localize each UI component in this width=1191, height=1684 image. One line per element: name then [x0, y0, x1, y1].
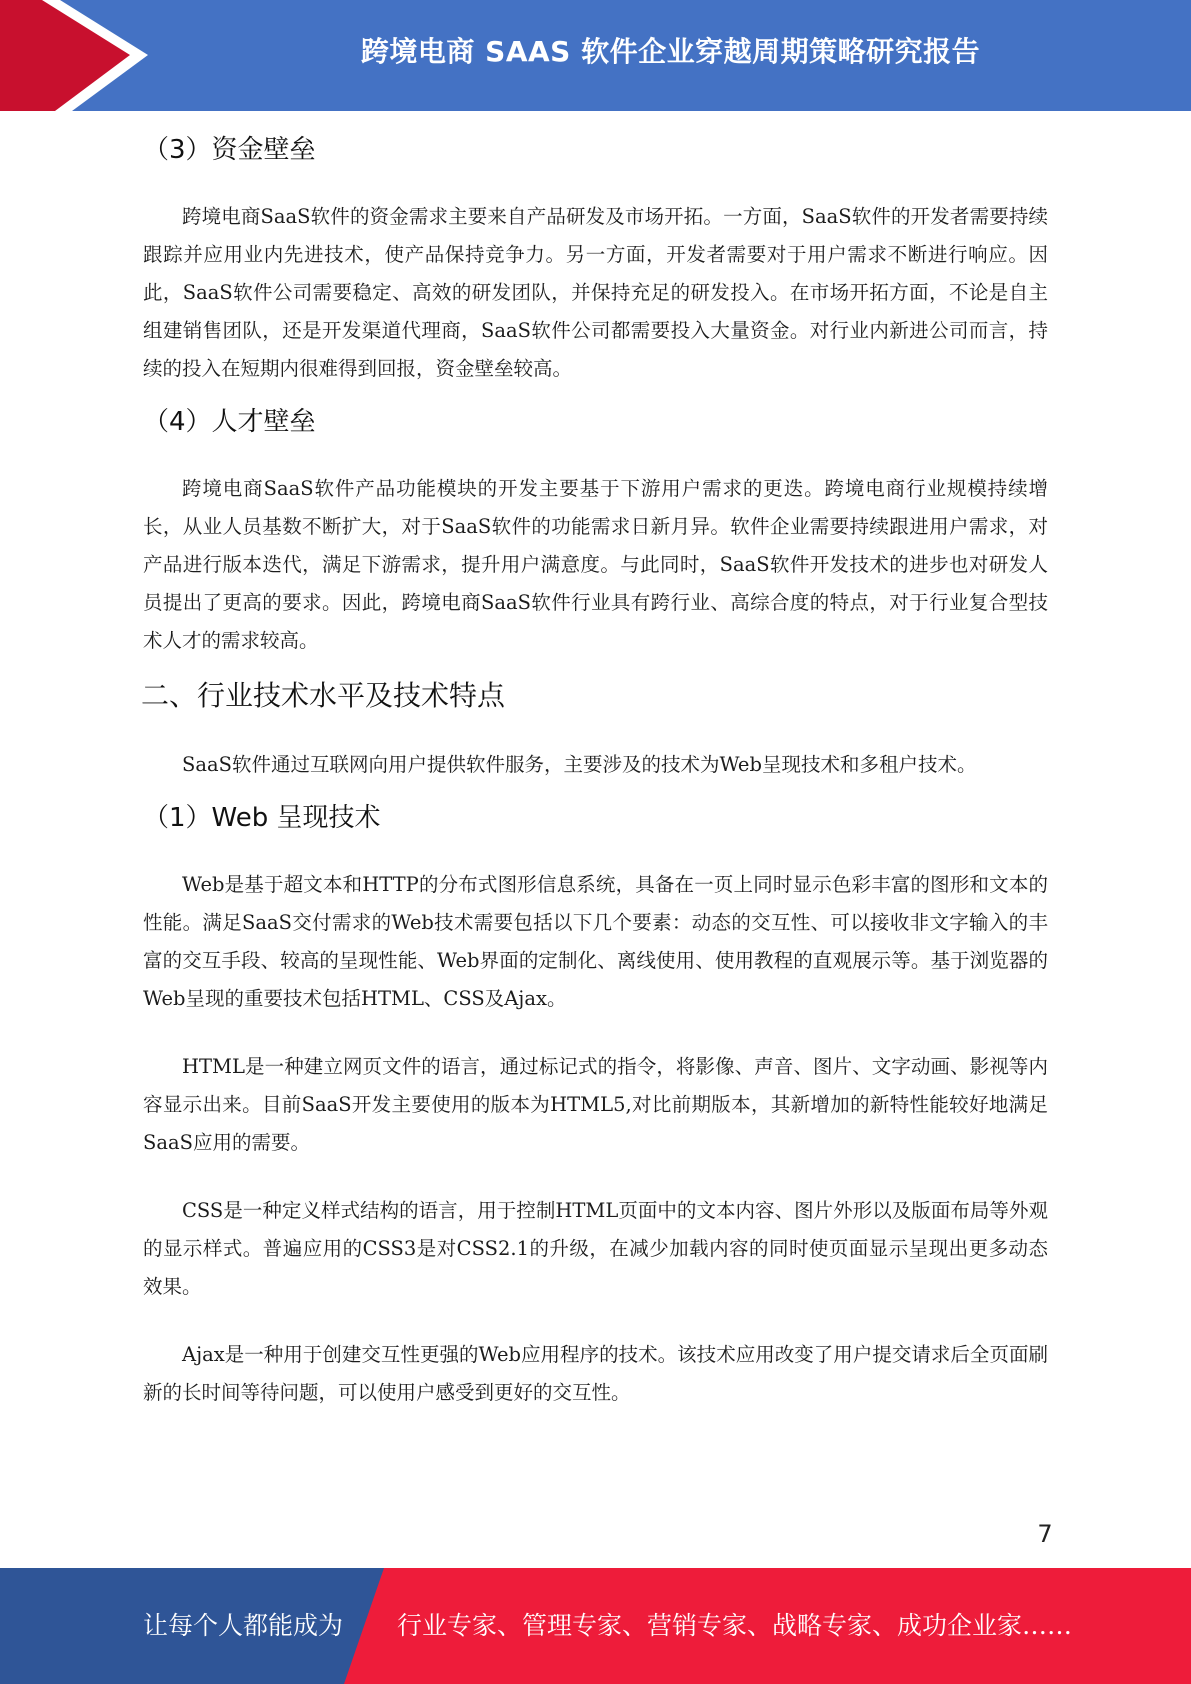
footer-slogan-left: 让每个人都能成为	[143, 1611, 344, 1640]
footer-slogan-right: 行业专家、管理专家、营销专家、战略专家、成功企业家……	[397, 1611, 1073, 1640]
paragraph-web-intro: Web是基于超文本和HTTP的分布式图形信息系统，具备在一页上同时显示色彩丰富的图形和文本的性能。满足SaaS交付需求的Web技术需要包括以下几个要素：动态的交互性、可以接收非文字输入的丰富的交互手段、较高的呈现性能、Web界面的定制化、离线使用、使用教程的直观展示等。基于浏览器的Web呈现的重要技术包括HTML、CSS及Ajax。	[143, 873, 1048, 1010]
header-title: 跨境电商 SAAS 软件企业穿越周期策略研究报告	[360, 35, 981, 68]
page-header	[0, 0, 1191, 111]
paragraph-capital-barrier: 跨境电商SaaS软件的资金需求主要来自产品研发及市场开拓。一方面，SaaS软件的开发者需要持续跟踪并应用业内先进技术，使产品保持竞争力。另一方面，开发者需要对于用户需求不断进行响应。因此，SaaS软件公司需要稳定、高效的研发团队，并保持充足的研发投入。在市场开拓方面，不论是自主组建销售团队，还是开发渠道代理商，SaaS软件公司都需要投入大量资金。对行业内新进公司而言，持续的投入在短期内很难得到回报，资金壁垒较高。	[143, 205, 1048, 380]
page-footer	[0, 1568, 1191, 1684]
paragraph-ajax: Ajax是一种用于创建交互性更强的Web应用程序的技术。该技术应用改变了用户提交请求后全页面刷新的长时间等待问题，可以使用户感受到更好的交互性。	[143, 1343, 1048, 1404]
paragraph-talent-barrier: 跨境电商SaaS软件产品功能模块的开发主要基于下游用户需求的更迭。跨境电商行业规模持续增长，从业人员基数不断扩大，对于SaaS软件的功能需求日新月异。软件企业需要持续跟进用户需求，对产品进行版本迭代，满足下游需求，提升用户满意度。与此同时，SaaS软件开发技术的进步也对研发人员提出了更高的要求。因此，跨境电商SaaS软件行业具有跨行业、高综合度的特点，对于行业复合型技术人才的需求较高。	[143, 477, 1048, 652]
heading-talent-barrier: （4）人才壁垒	[143, 407, 316, 437]
heading-tech-section: 二、行业技术水平及技术特点	[141, 679, 506, 712]
document-body	[143, 128, 1048, 1412]
paragraph-html: HTML是一种建立网页文件的语言，通过标记式的指令，将影像、声音、图片、文字动画、影视等内容显示出来。目前SaaS开发主要使用的版本为HTML5,对比前期版本，其新增加的新特性能较好地满足SaaS应用的需要。	[143, 1055, 1048, 1154]
heading-capital-barrier: （3）资金壁垒	[143, 135, 316, 165]
paragraph-css: CSS是一种定义样式结构的语言，用于控制HTML页面中的文本内容、图片外形以及版面布局等外观的显示样式。普遍应用的CSS3是对CSS2.1的升级，在减少加载内容的同时使页面显示呈现出更多动态效果。	[143, 1199, 1048, 1298]
heading-web-tech: （1）Web 呈现技术	[143, 803, 381, 833]
paragraph-tech-intro: SaaS软件通过互联网向用户提供软件服务，主要涉及的技术为Web呈现技术和多租户技术。	[182, 753, 977, 776]
page-number: 7	[1037, 1520, 1053, 1548]
